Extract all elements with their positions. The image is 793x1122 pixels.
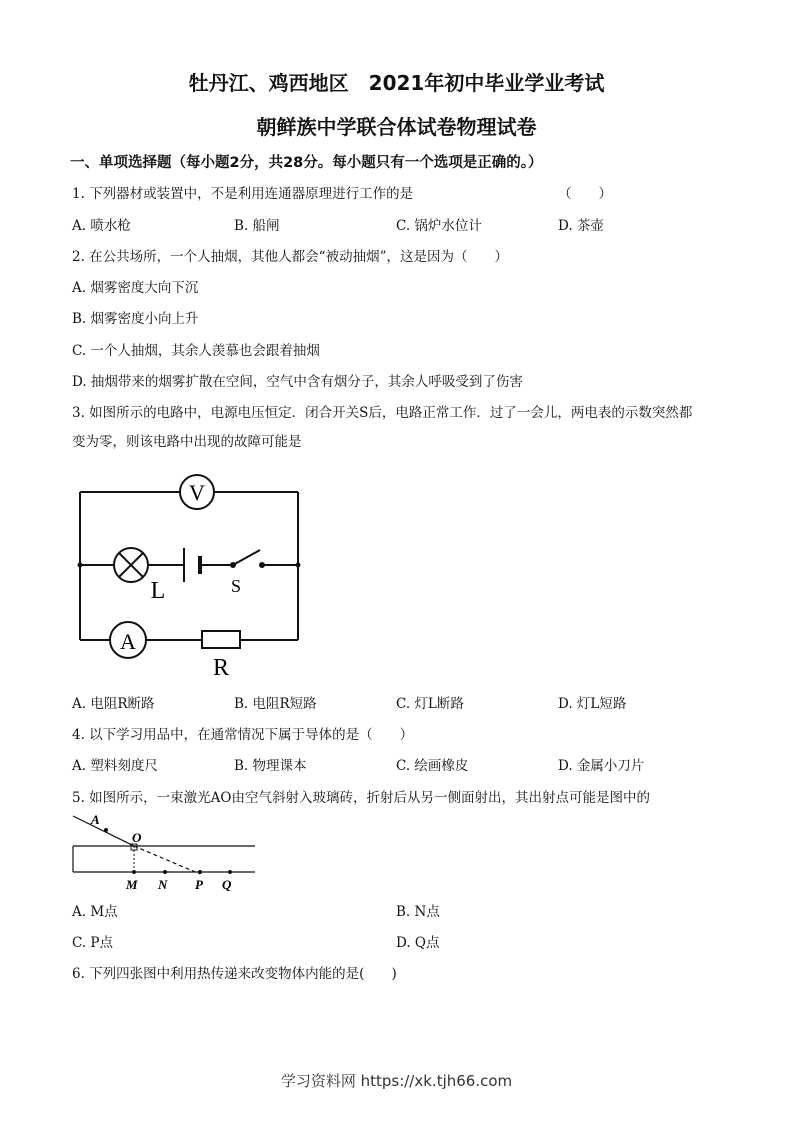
question-5-stem: 5. 如图所示，一束激光AO由空气斜射入玻璃砖，折射后从另一侧面射出，其出射点可能是图中的 (72, 790, 650, 806)
switch-symbol (230, 550, 265, 568)
voltmeter-label: V (189, 480, 205, 505)
q3-option-b: B. 电阻R短路 (234, 696, 317, 712)
point-n-label: N (158, 877, 168, 892)
q2-option-b: B. 烟雾密度小向上升 (72, 311, 199, 327)
battery-symbol (184, 548, 200, 582)
q1-option-a: A. 喷水枪 (72, 218, 131, 234)
q4-option-d: D. 金属小刀片 (558, 758, 645, 774)
question-6-stem: 6. 下列四张图中利用热传递来改变物体内能的是( ) (72, 966, 397, 982)
q5-option-b: B. N点 (396, 904, 440, 920)
q3-option-d: D. 灯L短路 (558, 696, 627, 712)
ammeter-label: A (120, 629, 136, 654)
question-3-stem-line2: 变为零，则该电路中出现的故障可能是 (72, 434, 302, 450)
q1-option-c: C. 锅炉水位计 (396, 218, 482, 234)
q4-option-b: B. 物理课本 (234, 758, 307, 774)
question-3-stem-line1: 3. 如图所示的电路中，电源电压恒定．闭合开关S后，电路正常工作．过了一会儿，两电表的示数突然都 (72, 405, 693, 421)
q3-option-a: A. 电阻R断路 (72, 696, 155, 712)
resistor-symbol (202, 631, 240, 648)
footer-watermark: 学习资料网 https://xk.tjh66.com (280, 1072, 513, 1090)
lamp-symbol (114, 548, 148, 582)
section-heading: 一、单项选择题（每小题2分，共28分。每小题只有一个选项是正确的。） (70, 155, 543, 171)
q2-option-c: C. 一个人抽烟，其余人羡慕也会跟着抽烟 (72, 343, 320, 359)
point-a-label: A (91, 812, 100, 827)
exam-title-line2: 朝鲜族中学联合体试卷物理试卷 (256, 115, 537, 139)
question-1-bracket: （ ） (558, 186, 612, 202)
q5-option-d: D. Q点 (396, 935, 440, 951)
point-q-label: Q (222, 877, 232, 892)
resistor-label: R (212, 655, 230, 681)
q1-option-d: D. 茶壶 (558, 218, 604, 234)
q1-option-b: B. 船闸 (234, 218, 280, 234)
incident-ray (73, 816, 134, 846)
q4-option-c: C. 绘画橡皮 (396, 758, 469, 774)
point-o-label: O (132, 830, 142, 845)
switch-label: S (230, 576, 242, 596)
question-4-stem: 4. 以下学习用品中，在通常情况下属于导体的是（ ） (72, 727, 414, 743)
exam-title-line1: 牡丹江、鸡西地区 2021年初中毕业学业考试 (188, 71, 605, 95)
question-2-stem: 2. 在公共场所，一个人抽烟，其他人都会“被动抽烟”，这是因为（ ） (72, 249, 508, 265)
q4-option-a: A. 塑料刻度尺 (72, 758, 158, 774)
point-p-label: P (195, 877, 203, 892)
question-1-stem: 1. 下列器材或装置中，不是利用连通器原理进行工作的是 (72, 186, 414, 202)
q5-option-c: C. P点 (72, 935, 114, 951)
refracted-ray (134, 846, 200, 874)
circuit-diagram (70, 468, 310, 683)
q5-option-a: A. M点 (72, 904, 118, 920)
q2-option-a: A. 烟雾密度大向下沉 (72, 280, 199, 296)
point-m-label: M (126, 877, 138, 892)
q3-option-c: C. 灯L断路 (396, 696, 464, 712)
lamp-label: L (150, 578, 166, 604)
q2-option-d: D. 抽烟带来的烟雾扩散在空间，空气中含有烟分子，其余人呼吸受到了伤害 (72, 374, 523, 390)
refraction-diagram (70, 808, 260, 894)
